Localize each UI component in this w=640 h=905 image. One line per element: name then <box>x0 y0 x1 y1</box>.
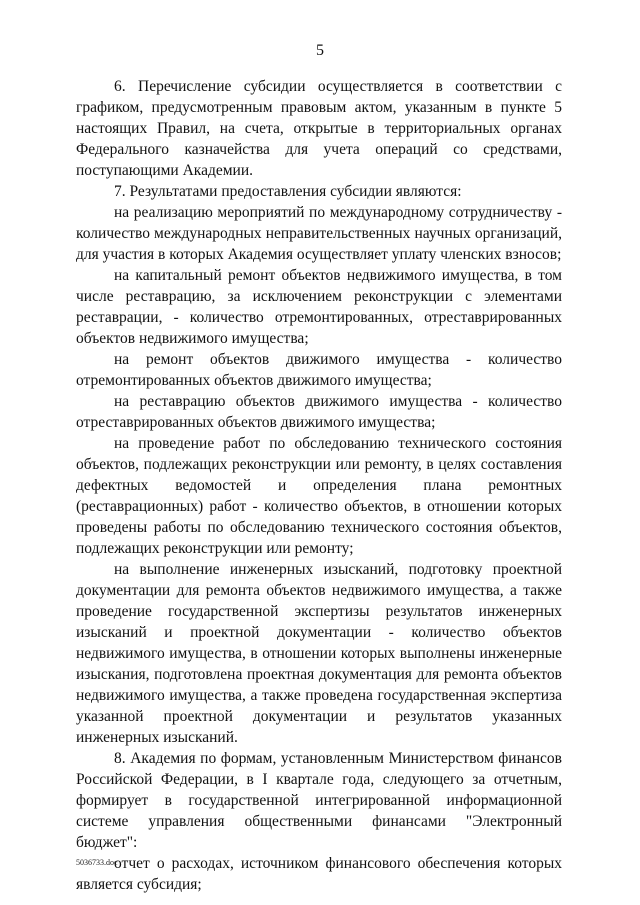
paragraph-6: 6. Перечисление субсидии осуществляется в соответствии с графиком, предусмотренным правовым актом, указанным в пункте 5 настоящих Правил, на счета, открытые в территориальных органах Федерального казначейства для учета операций со средствами, поступающими Академии. <box>76 78 562 179</box>
page-number: 5 <box>316 42 324 59</box>
paragraph-8: 8. Академия по формам, установленным Министерством финансов Российской Федерации, в I квартале года, следующего за отчетным, формирует в государственной интегрированной информационной системе управления общественными финансами "Электронный бюджет": <box>76 750 562 851</box>
paragraph-capital-repair: на капитальный ремонт объектов недвижимого имущества, в том числе реставрацию, за исключением реконструкции с элементами реставрации, - количество отремонтированных, отреставрированных объектов недвижимого имущества; <box>76 267 562 347</box>
paragraph-technical-inspection: на проведение работ по обследованию технического состояния объектов, подлежащих реконструкции или ремонту, в целях составления дефектных ведомостей и определения плана ремонтных (реставрационных) работ - количество объектов, в отношении которых проведены работы по обследованию технического состояния объектов, подлежащих реконструкции или ремонту; <box>76 435 562 557</box>
paragraph-7-intro: 7. Результатами предоставления субсидии являются: <box>114 183 462 200</box>
paragraph-engineering-surveys: на выполнение инженерных изысканий, подготовку проектной документации для ремонта объектов недвижимого имущества, а также проведение государственной экспертизы результатов инженерных изысканий и проектной документации - количество объектов недвижимого имущества, в отношении которых выполнены инженерные изыскания, подготовлена проектная документация для ремонта объектов недвижимого имущества, а также проведена государственная экспертиза указанной проектной документации и результатов указанных инженерных изысканий. <box>76 561 562 746</box>
paragraph-movable-restoration: на реставрацию объектов движимого имущества - количество отреставрированных объектов движимого имущества; <box>76 393 562 431</box>
paragraph-movable-repair: на ремонт объектов движимого имущества - количество отремонтированных объектов движимого имущества; <box>76 351 562 389</box>
paragraph-international-cooperation: на реализацию мероприятий по международному сотрудничеству - количество международных неправительственных научных организаций, для участия в которых Академия осуществляет уплату членских взносов; <box>76 204 562 263</box>
document-body <box>76 76 562 895</box>
paragraph-expense-report: отчет о расходах, источником финансового обеспечения которых является субсидия; <box>76 855 562 893</box>
footer-filename: 5036733.doc <box>76 858 118 867</box>
